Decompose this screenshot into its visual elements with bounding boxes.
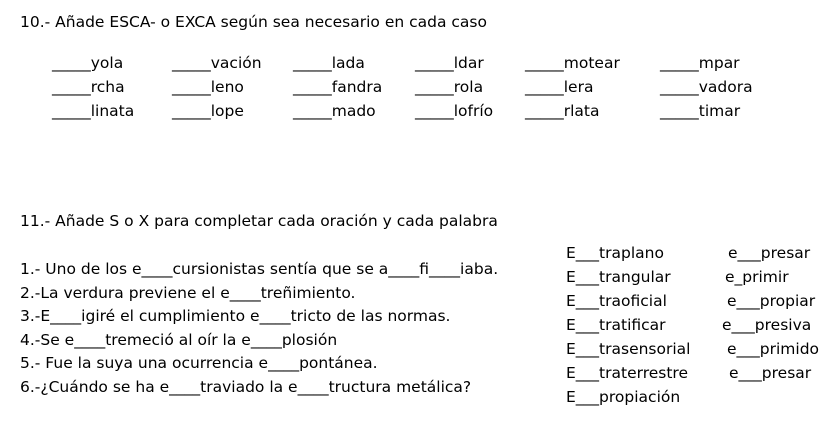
fill-in-word: _____rlata xyxy=(525,102,600,120)
fill-in-word: _____vadora xyxy=(660,78,753,96)
fill-in-word: _____lada xyxy=(293,54,365,72)
fill-in-word: _____fandra xyxy=(293,78,383,96)
sentence-item: 3.-E____igiré el cumplimiento e____tricto de las normas. xyxy=(20,307,451,326)
word-item-right: e___propiar xyxy=(727,292,816,310)
fill-in-word: _____vación xyxy=(172,54,262,72)
word-item-left: E___traoficial xyxy=(566,292,667,310)
word-item-left: E___traterrestre xyxy=(566,364,688,382)
exercise-10-title: 10.- Añade ESCA- o EXCA según sea necesario en cada caso xyxy=(20,13,487,31)
fill-in-word: _____mado xyxy=(293,102,376,120)
fill-in-word: _____rola xyxy=(415,78,484,96)
word-item-right: e___presiva xyxy=(722,316,812,334)
sentence-item: 6.-¿Cuándo se ha e____traviado la e____tructura metálica? xyxy=(20,378,472,396)
fill-in-word: _____lera xyxy=(525,78,594,96)
word-item-right: e_primir xyxy=(725,268,789,286)
fill-in-word: _____lope xyxy=(172,102,244,120)
word-item-left: E___traplano xyxy=(566,244,664,262)
word-item-left: E___propiación xyxy=(566,388,681,406)
sentence-item: 5.- Fue la suya una ocurrencia e____pontánea. xyxy=(20,354,378,373)
sentence-item: 4.-Se e____tremeció al oír la e____plosión xyxy=(20,330,338,349)
word-item-left: E___trangular xyxy=(566,268,671,286)
word-item-right: e___presar xyxy=(728,244,811,262)
exercise-11-title: 11.- Añade S o X para completar cada oración y cada palabra xyxy=(20,212,498,230)
fill-in-word: _____lofrío xyxy=(415,102,494,120)
fill-in-word: _____ldar xyxy=(415,54,484,72)
sentence-item: 2.-La verdura previene el e____treñimiento. xyxy=(20,283,356,302)
word-item-left: E___tratificar xyxy=(566,316,666,334)
fill-in-word: _____mpar xyxy=(660,54,740,72)
sentence-item: 1.- Uno de los e____cursionistas sentía que se a____fi____iaba. xyxy=(20,260,499,278)
fill-in-word: _____rcha xyxy=(52,78,125,96)
fill-in-word: _____linata xyxy=(52,102,135,120)
word-item-left: E___trasensorial xyxy=(566,340,691,358)
fill-in-word: _____leno xyxy=(172,78,244,96)
fill-in-word: _____motear xyxy=(525,54,620,72)
fill-in-word: _____timar xyxy=(660,102,741,120)
fill-in-word: _____yola xyxy=(52,54,124,72)
word-item-right: e___primido xyxy=(727,340,819,358)
word-item-right: e___presar xyxy=(729,364,812,382)
